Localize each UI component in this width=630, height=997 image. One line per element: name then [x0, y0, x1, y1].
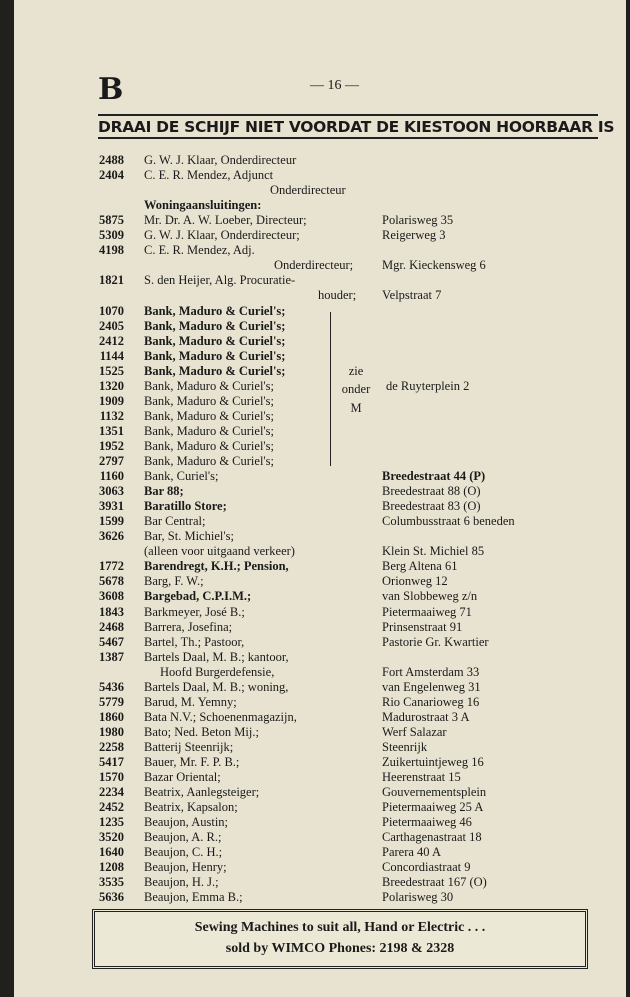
subscriber-name: houder;: [318, 288, 357, 303]
phone-number: 1320: [99, 378, 124, 393]
subscriber-name: Bartels Daal, M. B.; woning,: [144, 679, 289, 694]
directory-row: [14, 755, 626, 770]
street-address: Breedestraat 83 (O): [382, 499, 481, 514]
directory-row: [14, 198, 626, 213]
street-address: Breedestraat 44 (P): [382, 469, 486, 484]
subscriber-name: Beatrix, Aanlegsteiger;: [144, 785, 260, 800]
subscriber-name: Barendregt, K.H.; Pension,: [144, 559, 289, 574]
street-address: Fort Amsterdam 33: [382, 664, 480, 679]
directory-row: [14, 620, 626, 635]
subscriber-name: Bargebad, C.P.I.M.;: [144, 589, 252, 604]
subscriber-name: Mr. Dr. A. W. Loeber, Directeur;: [144, 213, 307, 228]
subscriber-name: Bartel, Th.; Pastoor,: [144, 634, 245, 649]
street-address: Breedestraat 167 (O): [382, 875, 487, 890]
phone-number: 3931: [99, 499, 124, 514]
directory-row: [14, 258, 626, 273]
subscriber-name: Bar 88;: [144, 484, 184, 499]
street-address: Velpstraat 7: [382, 288, 442, 303]
street-address: Klein St. Michiel 85: [382, 544, 485, 559]
directory-row: [14, 815, 626, 830]
phone-number: 2404: [99, 168, 124, 183]
subscriber-name: Onderdirecteur: [270, 183, 346, 198]
phone-number: 1640: [99, 845, 124, 860]
phone-number: 1144: [99, 348, 124, 363]
phone-number: 1599: [99, 514, 124, 529]
subscriber-name: Bar Central;: [144, 514, 206, 529]
directory-row: [14, 499, 626, 514]
street-address: Carthagenastraat 18: [382, 830, 482, 845]
subscriber-name: Bank, Maduro & Curiel's;: [144, 454, 275, 468]
street-address: Concordiastraat 9: [382, 860, 471, 875]
directory-row: [14, 890, 626, 905]
phone-number: 5309: [99, 228, 124, 243]
directory-row: [14, 770, 626, 785]
subscriber-name: C. E. R. Mendez, Adj.: [144, 243, 255, 258]
directory-row: [14, 574, 626, 589]
phone-number: 1235: [99, 815, 124, 830]
phone-number: 1980: [99, 724, 124, 739]
directory-row: [14, 228, 626, 243]
directory-row: [14, 559, 626, 574]
phone-number: 1132: [99, 408, 124, 423]
street-address: van Engelenweg 31: [382, 679, 481, 694]
street-address: Prinsenstraat 91: [382, 619, 463, 634]
directory-row: [14, 529, 626, 544]
phone-number: 1351: [99, 423, 124, 438]
phone-number: 5636: [99, 890, 124, 905]
subscriber-name: Bauer, Mr. F. P. B.;: [144, 755, 240, 769]
phone-number: 3063: [99, 484, 124, 499]
dial-warning-banner: DRAAI DE SCHIJF NIET VOORDAT DE KIESTOON HOORBAAR IS: [98, 114, 598, 136]
subscriber-name: Beaujon, A. R.;: [144, 830, 222, 845]
subscriber-name: G. W. J. Klaar, Onderdirecteur: [144, 153, 297, 167]
subscriber-name: Bank, Maduro & Curiel's;: [144, 438, 275, 453]
phone-number: 5436: [99, 679, 124, 694]
directory-row: [14, 680, 626, 695]
street-address: Reigerweg 3: [382, 228, 446, 243]
subscriber-name: Bank, Maduro & Curiel's;: [144, 363, 286, 378]
directory-row: [14, 635, 626, 650]
directory-row: [14, 695, 626, 710]
street-address: Pietermaaiweg 25 A: [382, 800, 484, 815]
subscriber-name: Bar, St. Michiel's;: [144, 529, 234, 544]
subscriber-name: Bank, Maduro & Curiel's;: [144, 348, 286, 363]
subscriber-name: (alleen voor uitgaand verkeer): [144, 544, 295, 559]
street-address: Polarisweg 35: [382, 213, 454, 228]
directory-row: [14, 213, 626, 228]
subscriber-name: Batterij Steenrijk;: [144, 739, 234, 754]
subscriber-name: Hoofd Burgerdefensie,: [160, 664, 275, 679]
advert-line-1: Sewing Machines to suit all, Hand or Electric . . .: [194, 920, 486, 935]
street-address: Pietermaaiweg 46: [382, 815, 472, 830]
subscriber-name: S. den Heijer, Alg. Procuratie-: [144, 273, 296, 288]
directory-row: [14, 288, 626, 303]
subscriber-name: Bato; Ned. Beton Mij.;: [144, 724, 259, 739]
subscriber-name: Barud, M. Yemny;: [144, 694, 237, 709]
phone-number: 3535: [99, 875, 124, 890]
subscriber-name: Baratillo Store;: [144, 499, 227, 514]
street-address: Pastorie Gr. Kwartier: [382, 634, 489, 649]
phone-number: 5779: [99, 694, 124, 709]
subscriber-name: Beaujon, Emma B.;: [144, 890, 243, 905]
subscriber-name: C. E. R. Mendez, Adjunct: [144, 168, 274, 183]
phone-number: 1772: [99, 559, 124, 574]
directory-row: [14, 725, 626, 740]
banner-rule: [98, 137, 598, 139]
street-address: Berg Altena 61: [382, 559, 458, 574]
subscriber-name: Beaujon, Austin;: [144, 815, 229, 830]
street-address: Mgr. Kieckensweg 6: [382, 258, 486, 273]
subscriber-name: Bank, Maduro & Curiel's;: [144, 423, 275, 438]
directory-row: [14, 514, 626, 529]
subscriber-name: Bank, Maduro & Curiel's;: [144, 393, 275, 408]
directory-row: [14, 183, 626, 198]
phone-number: 2488: [99, 153, 124, 167]
subscriber-name: Bank, Curiel's;: [144, 469, 219, 484]
bank-brace: [318, 312, 331, 466]
subscriber-name: Barg, F. W.;: [144, 574, 204, 589]
directory-row: [14, 650, 626, 665]
page-number: — 16 —: [310, 78, 359, 93]
subscriber-name: Bazar Oriental;: [144, 770, 221, 785]
phone-number: 5467: [99, 634, 124, 649]
street-address: Rio Canarioweg 16: [382, 694, 480, 709]
subscriber-name: Woningaansluitingen:: [144, 198, 262, 213]
phone-number: 1952: [99, 438, 124, 453]
street-address: van Slobbeweg z/n: [382, 589, 478, 604]
directory-row: [14, 243, 626, 258]
wimco-advert: [92, 909, 588, 969]
directory-row: [14, 665, 626, 680]
subscriber-name: Barrera, Josefina;: [144, 619, 233, 634]
street-address: Polarisweg 30: [382, 890, 454, 905]
phone-number: 1860: [99, 709, 124, 724]
directory-row: [14, 589, 626, 604]
subscriber-name: Bank, Maduro & Curiel's;: [144, 333, 286, 348]
phone-number: 2412: [99, 333, 124, 348]
subscriber-name: Bata N.V.; Schoenenmagazijn,: [144, 709, 297, 724]
phone-number: 2234: [99, 785, 124, 800]
directory-row: [14, 860, 626, 875]
phone-number: 1208: [99, 860, 124, 875]
street-address: Werf Salazar: [382, 724, 447, 739]
phone-number: 2258: [99, 739, 124, 754]
subscriber-name: Beatrix, Kapsalon;: [144, 800, 238, 815]
street-address: Parera 40 A: [382, 845, 442, 860]
directory-row: [14, 544, 626, 559]
subscriber-name: G. W. J. Klaar, Onderdirecteur;: [144, 228, 300, 243]
directory-row: [14, 740, 626, 755]
street-address: Madurostraat 3 A: [382, 709, 470, 724]
subscriber-name: Bank, Maduro & Curiel's;: [144, 303, 286, 318]
subscriber-name: Bartels Daal, M. B.; kantoor,: [144, 649, 289, 664]
subscriber-name: Bank, Maduro & Curiel's;: [144, 408, 275, 423]
phone-number: 1821: [99, 273, 124, 288]
directory-row: [14, 800, 626, 815]
subscriber-name: Beaujon, Henry;: [144, 860, 227, 875]
subscriber-name: Beaujon, H. J.;: [144, 875, 219, 890]
directory-row: [14, 273, 626, 288]
subscriber-name: Beaujon, C. H.;: [144, 845, 223, 860]
phone-number: 5875: [99, 213, 124, 228]
street-address: Columbusstraat 6 beneden: [382, 514, 515, 529]
phone-number: 1570: [99, 770, 124, 785]
phone-number: 1387: [99, 649, 124, 664]
phone-number: 3520: [99, 830, 124, 845]
directory-row: [14, 484, 626, 499]
street-address: Gouvernementsplein: [382, 785, 487, 800]
phone-number: 3626: [99, 529, 124, 544]
phone-number: 1909: [99, 393, 124, 408]
bank-note-m: M: [350, 401, 362, 415]
directory-row: [14, 785, 626, 800]
section-letter: B: [98, 72, 124, 107]
directory-row: [14, 153, 626, 168]
directory-row: [14, 830, 626, 845]
street-address: Breedestraat 88 (O): [382, 484, 481, 499]
street-address: de Ruyterplein 2: [386, 378, 470, 393]
phone-number: 1843: [99, 604, 124, 619]
directory-row: [14, 168, 626, 183]
phone-number: 1160: [99, 469, 124, 484]
phone-number: 5678: [99, 574, 124, 589]
bank-note-onder: onder: [341, 382, 371, 396]
phone-number: 5417: [99, 755, 124, 769]
street-address: Steenrijk: [382, 739, 428, 754]
advert-line-2: sold by WIMCO Phones: 2198 & 2328: [225, 941, 455, 956]
subscriber-name: Barkmeyer, José B.;: [144, 604, 245, 619]
street-address: Heerenstraat 15: [382, 770, 461, 785]
directory-row: [14, 605, 626, 620]
directory-row: [14, 710, 626, 725]
subscriber-name: Onderdirecteur;: [274, 258, 354, 273]
phone-number: 1070: [99, 303, 124, 318]
subscriber-name: Bank, Maduro & Curiel's;: [144, 318, 286, 333]
phone-number: 4198: [99, 243, 124, 258]
phone-number: 2468: [99, 619, 124, 634]
phone-number: 1525: [99, 363, 124, 378]
directory-page: [14, 0, 626, 997]
phone-number: 3608: [99, 589, 124, 604]
subscriber-name: Bank, Maduro & Curiel's;: [144, 378, 275, 393]
phone-number: 2797: [99, 454, 124, 468]
phone-number: 2405: [99, 318, 124, 333]
street-address: Orionweg 12: [382, 574, 448, 589]
street-address: Pietermaaiweg 71: [382, 604, 472, 619]
bank-note-zie: zie: [348, 364, 364, 378]
directory-row: [14, 875, 626, 890]
phone-number: 2452: [99, 800, 124, 815]
street-address: Zuikertuintjeweg 16: [382, 755, 484, 769]
directory-row: [14, 469, 626, 484]
directory-row: [14, 845, 626, 860]
